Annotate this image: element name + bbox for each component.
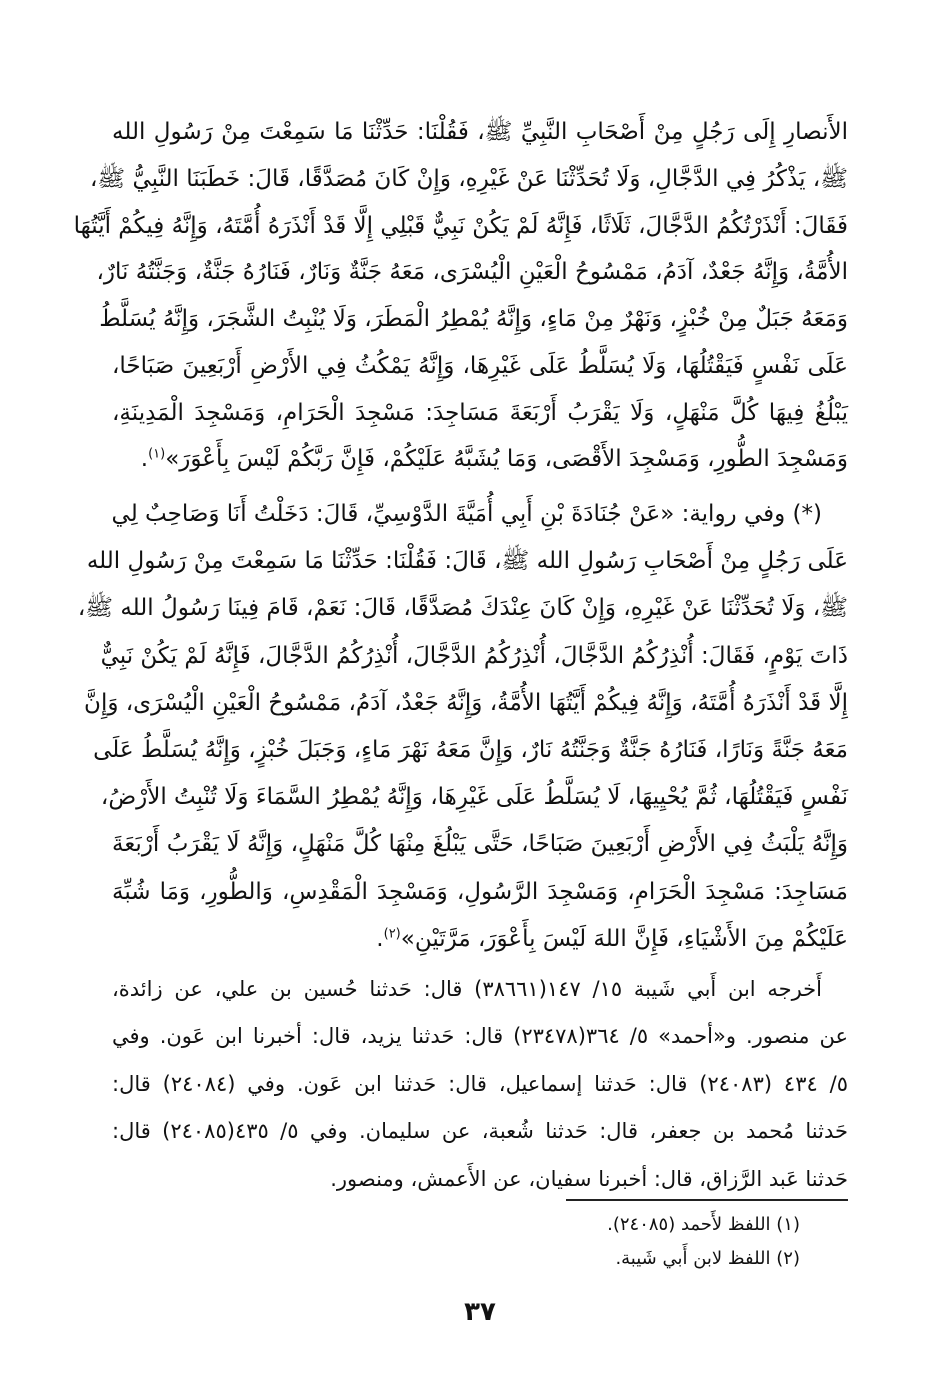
text-line: وَإِنَّهُ يَلْبَثُ فِي الأَرْضِ أَرْبَعِينَ صَبَاحًا، حَتَّى يَبْلُغَ مِنْهَا كُلَّ مَنْهَلٍ، وَإِنَّهُ لَا يَقْرَبُ أَرْبَعَةَ <box>112 831 848 857</box>
text-line: وَمَعَهُ جَبَلٌ مِنْ خُبْزٍ، وَنَهْرٌ مِنْ مَاءٍ، وَإِنَّهُ يُمْطِرُ الْمَطَرَ، وَلَا يُنْبِتُ الشَّجَرَ، وَإِنَّهُ يُسَلَّطُ <box>99 306 848 332</box>
text-line: ذَاتَ يَوْمٍ، فَقَالَ: أُنْذِرُكُمُ الدَّجَّالَ، أُنْذِرُكُمُ الدَّجَّالَ، أُنْذِرُكُمُ الدَّجَّالَ، فَإِنَّهُ لَمْ يَكُنْ نَبِيٌّ <box>100 643 848 669</box>
text-line: نَفْسٍ فَيَقْتُلُهَا، ثُمَّ يُحْيِيهَا، لَا يُسَلَّطُ عَلَى غَيْرِهَا، وَإِنَّهُ يُمْطِرُ السَّمَاءَ وَلَا تُنْبِتُ الأَرْضُ، <box>100 784 848 810</box>
text-line-last: حَدثنا عَبد الرَّزاق، قال: أخبرنا سفيان، عن الأَعمش، ومنصور. <box>330 1167 848 1191</box>
text-line: فَقَالَ: أَنْذَرْتُكُمُ الدَّجَّالَ، ثَلَاثًا، فَإِنَّهُ لَمْ يَكُنْ نَبِيٌّ قَبْلِي إِلَّا قَدْ أَنْذَرَهُ أُمَّتَهُ، وَإِنَّهُ فِيكُمْ أَيَّتُهَا <box>73 213 848 239</box>
page-number: ٣٧ <box>464 1297 496 1327</box>
text-line: إِلَّا قَدْ أَنْذَرَهُ أُمَّتَهُ، وَإِنَّهُ فِيكُمْ أَيَّتُهَا الأُمَّةُ، وَإِنَّهُ جَعْدٌ، آدَمُ، مَمْسُوحُ الْعَيْنِ الْيُسْرَى، وَإِنَّ <box>84 690 848 716</box>
footnote-divider <box>566 1199 848 1201</box>
text-line: ﷺ، وَلَا تُحَدِّثْنَا عَنْ غَيْرِهِ، وَإِنْ كَانَ عِنْدَكَ مُصَدَّقًا، قَالَ: نَعَمْ، قَامَ فِينَا رَسُولُ الله ﷺ، <box>77 595 848 621</box>
text-line: الأُمَّةُ، وَإِنَّهُ جَعْدٌ، آدَمُ، مَمْسُوحُ الْعَيْنِ الْيُسْرَى، مَعَهُ جَنَّةٌ وَنَارٌ، فَنَارُهُ جَنَّةٌ، وَجَنَّتُهُ نَارٌ، <box>96 259 848 285</box>
text-line: (*) وفي رواية: «عَنْ جُنَادَةَ بْنِ أَبِي أُمَيَّةَ الدَّوْسِيِّ، قَالَ: دَخَلْتُ أَنَا وَصَاحِبٌ لِي <box>111 501 822 527</box>
period: . <box>376 926 384 952</box>
text-line-last <box>112 436 848 483</box>
text-line: الأَنصارِ إِلَى رَجُلٍ مِنْ أَصْحَابِ النَّبِيِّ ﷺ، فَقُلْنَا: حَدِّثْنَا مَا سَمِعْتَ مِنْ رَسُولِ الله <box>112 119 848 145</box>
footnote-1: (١) اللفظ لأَحمد (٢٤٠٨٥). <box>607 1214 800 1235</box>
text-line: مَعَهُ جَنَّةً وَنَارًا، فَنَارُهُ جَنَّةٌ وَجَنَّتُهُ نَارٌ، وَإِنَّ مَعَهُ نَهْرَ مَاءٍ، وَجَبَلَ خُبْزٍ، وَإِنَّهُ يُسَلَّطُ عَلَى <box>93 737 848 763</box>
line-text: عَلَيْكُمْ مِنَ الأَشْيَاءِ، فَإِنَّ اللهَ لَيْسَ بِأَعْوَرَ، مَرَّتَيْنِ» <box>400 926 848 952</box>
footnote-ref[interactable]: (٢) <box>383 926 401 942</box>
footnote-ref[interactable]: (١) <box>148 446 166 462</box>
line-text: وَمَسْجِدَ الطُّورِ، وَمَسْجِدَ الأَقْصَى، وَمَا يُشَبَّهُ عَلَيْكُمْ، فَإِنَّ رَبَّكُمْ لَيْسَ بِأَعْوَرَ» <box>165 446 848 472</box>
text-line-last <box>112 916 848 963</box>
text-line: يَبْلُغُ فِيهَا كُلَّ مَنْهَلٍ، وَلَا يَقْرَبُ أَرْبَعَةَ مَسَاجِدَ: مَسْجِدَ الْحَرَامِ، وَمَسْجِدَ الْمَدِينَةِ، <box>112 400 848 426</box>
text-line: عَلَى رَجُلٍ مِنْ أَصْحَابِ رَسُولِ الله ﷺ، قَالَ: فَقُلْنَا: حَدِّثْنَا مَا سَمِعْتَ مِنْ رَسُولِ الله <box>86 548 848 574</box>
text-line: ﷺ، يَذْكُرُ فِي الدَّجَّالِ، وَلَا تُحَدِّثْنَا عَنْ غَيْرِهِ، وَإِنْ كَانَ مُصَدَّقًا، قَالَ: خَطَبَنَا النَّبِيُّ ﷺ، <box>89 166 848 192</box>
text-line: حَدثنا مُحمد بن جعفر، قال: حَدثنا شُعبة، عن سليمان. وفي ٥/ ٤٣٥(٢٤٠٨٥) قال: <box>112 1119 848 1143</box>
text-line: ٥/ ٤٣٤ (٢٤٠٨٣) قال: حَدثنا إسماعيل، قال: حَدثنا ابن عَون. وفي (٢٤٠٨٤) قال: <box>112 1072 848 1096</box>
text-line: مَسَاجِدَ: مَسْجِدَ الْحَرَامِ، وَمَسْجِدَ الرَّسُولِ، وَمَسْجِدَ الْمَقْدِسِ، وَالطُّورِ، وَمَا شُبِّهَ <box>112 879 848 905</box>
footnote-2: (٢) اللفظ لابن أَبي شَيبة. <box>615 1248 800 1269</box>
text-line: عَلَى نَفْسٍ فَيَقْتُلُهَا، وَلَا يُسَلَّطُ عَلَى غَيْرِهَا، وَإِنَّهُ يَمْكُثُ فِي الأَرْضِ أَرْبَعِينَ صَبَاحًا، <box>112 353 848 379</box>
period: . <box>140 446 149 472</box>
text-line: أَخرجه ابن أَبي شَيبة ١٥/ ١٤٧(٣٨٦٦١) قال: حَدثنا حُسين بن علي، عن زائدة، <box>112 977 822 1001</box>
text-line: عن منصور. و«أحمد» ٥/ ٣٦٤(٢٣٤٧٨) قال: حَدثنا يزيد، قال: أخبرنا ابن عَون. وفي <box>112 1024 848 1048</box>
